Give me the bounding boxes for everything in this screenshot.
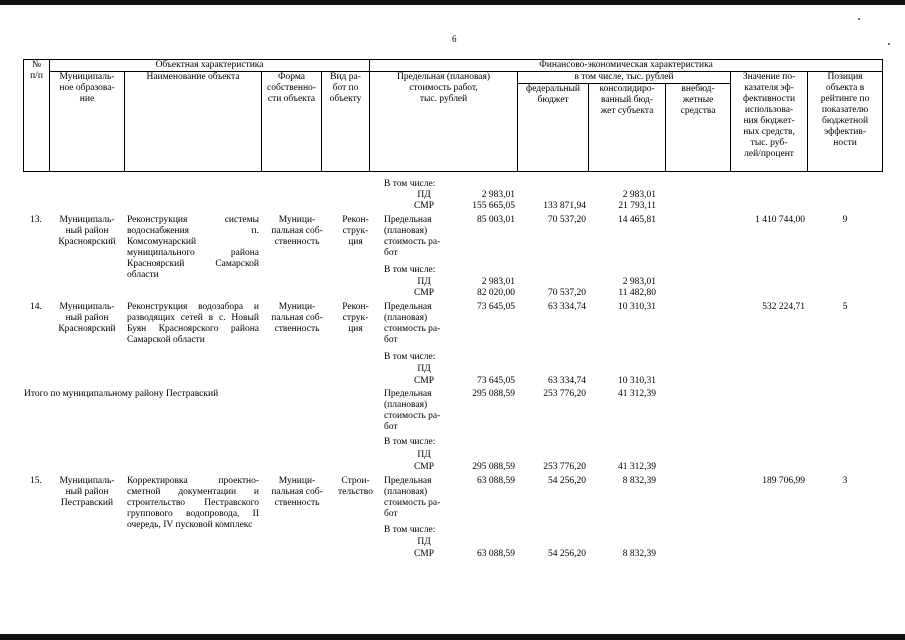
- in-that-number-label: В том числе:: [384, 437, 436, 447]
- row14-num: 14.: [30, 302, 42, 312]
- row15-planned-label: Предельная (плановая) стоимость ра- бот: [384, 476, 441, 519]
- row14-municipality: Муниципаль- ный район Красноярский: [58, 302, 116, 334]
- page-number: 6: [452, 34, 457, 44]
- in-that-number-label: В том числе:: [384, 179, 436, 189]
- bottom-border: [0, 634, 905, 640]
- subtotal-label: Итого по муниципальному району Пестравский: [24, 389, 219, 399]
- header-rank: Позиция объекта в рейтинге по показателю бюджетной эффектив- ности: [808, 72, 883, 172]
- row15-num: 15.: [30, 476, 42, 486]
- header-efficiency: Значение по- казателя эф- фективности использова- ния бюджет- ных средств, тыс. руб- лей/процент: [731, 72, 808, 172]
- row15-object-name: Корректировка проектно-сметной документации и строительство Пестравского группового водопровода, II очередь, IV пусковой комплекс: [127, 476, 259, 530]
- pd-label: ПД: [417, 450, 431, 460]
- row14-planned-label: Предельная (плановая) стоимость ра- бот: [384, 302, 441, 345]
- header-planned-cost: Предельная (плановая) стоимость работ, тыс. рублей: [370, 72, 518, 172]
- row15-total: 63 088,59: [477, 476, 515, 486]
- top-border: [0, 0, 905, 5]
- row13-num: 13.: [30, 215, 42, 225]
- row14-rank: 5: [842, 302, 848, 312]
- in-that-number-label: В том числе:: [384, 265, 436, 275]
- row14-work-type: Рекон- струк- ция: [342, 302, 369, 334]
- row13-federal: 70 537,20: [548, 215, 586, 225]
- row14-smr-consolidated: 10 310,31: [618, 376, 656, 386]
- row14-ownership: Муници- пальная соб- ственность: [271, 302, 323, 334]
- row14-federal: 63 334,74: [548, 302, 586, 312]
- pd-label: ПД: [417, 277, 431, 287]
- row13-rank: 9: [842, 215, 848, 225]
- header-municipality: Муниципаль- ное образова- ние: [50, 72, 125, 172]
- subtotal-smr-consolidated: 41 312,39: [618, 462, 656, 472]
- in-that-number-label: В том числе:: [384, 525, 436, 535]
- pd-label: ПД: [417, 190, 431, 200]
- row14-total: 73 645,05: [477, 302, 515, 312]
- header-ownership: Форма собственно- сти объекта: [262, 72, 322, 172]
- smr-label: СМР: [413, 462, 435, 472]
- row15-municipality: Муниципаль- ный район Пестравский: [59, 476, 115, 508]
- row15-smr-federal: 54 256,20: [548, 549, 586, 559]
- row14-efficiency: 532 224,71: [762, 302, 805, 312]
- scan-speck: [888, 43, 890, 45]
- row13-efficiency: 1 410 744,00: [755, 215, 805, 225]
- subtotal-planned-label: Предельная (плановая) стоимость ра- бот: [384, 389, 441, 432]
- row15-efficiency: 189 706,99: [762, 476, 805, 486]
- header-object-group: Объектная характеристика: [50, 60, 370, 72]
- row13-smr-federal: 70 537,20: [548, 288, 586, 298]
- smr-label: СМР: [413, 549, 435, 559]
- row15-ownership: Муници- пальная соб- ственность: [271, 476, 323, 508]
- subtotal-consolidated: 41 312,39: [618, 389, 656, 399]
- row15-federal: 54 256,20: [548, 476, 586, 486]
- carry-smr-federal: 133 871,94: [543, 201, 586, 211]
- carry-smr-total: 155 665,05: [472, 201, 515, 211]
- row14-smr-federal: 63 334,74: [548, 376, 586, 386]
- row15-rank: 3: [842, 476, 848, 486]
- row13-smr-consolidated: 11 482,80: [618, 288, 656, 298]
- row13-object-name: Реконструкция системы водоснабжения п. Комсомунарский муниципального района Красноярский Самарской области: [127, 215, 259, 280]
- row15-consolidated: 8 832,39: [622, 476, 656, 486]
- row15-smr-consolidated: 8 832,39: [622, 549, 656, 559]
- row13-work-type: Рекон- струк- ция: [342, 215, 369, 247]
- row13-pd-total: 2 983,01: [481, 277, 515, 287]
- row13-smr-total: 82 020,00: [477, 288, 515, 298]
- subtotal-smr-federal: 253 776,20: [543, 462, 586, 472]
- row13-municipality: Муниципаль- ный район Красноярский: [58, 215, 116, 247]
- row14-smr-total: 73 645,05: [477, 376, 515, 386]
- in-that-number-label: В том числе:: [384, 352, 436, 362]
- row15-smr-total: 63 088,59: [477, 549, 515, 559]
- header-federal: федеральный бюджет: [518, 84, 589, 172]
- subtotal-federal: 253 776,20: [543, 389, 586, 399]
- pd-label: ПД: [417, 537, 431, 547]
- scan-speck: [858, 18, 860, 20]
- pd-label: ПД: [417, 364, 431, 374]
- header-num: № п/п: [24, 60, 50, 172]
- table-header: [23, 59, 883, 172]
- header-work-type: Вид ра- бот по объекту: [322, 72, 370, 172]
- subtotal-smr-total: 295 088,59: [472, 462, 515, 472]
- smr-label: СМР: [413, 201, 435, 211]
- header-including: в том числе, тыс. рублей: [518, 72, 731, 84]
- smr-label: СМР: [413, 376, 435, 386]
- header-extrabudget: внебюд- жетные средства: [666, 84, 731, 172]
- subtotal-total: 295 088,59: [472, 389, 515, 399]
- row13-consolidated: 14 465,81: [618, 215, 656, 225]
- row13-total: 85 003,01: [477, 215, 515, 225]
- header-consolidated: консолидиро- ванный бюд- жет субъекта: [589, 84, 666, 172]
- row14-object-name: Реконструкция водозабора и разводящих сетей в с. Новый Буян Красноярского района Самарской области: [127, 302, 259, 345]
- carry-smr-consolidated: 21 793,11: [618, 201, 656, 211]
- row13-pd-consolidated: 2 983,01: [622, 277, 656, 287]
- carry-pd-total: 2 983,01: [481, 190, 515, 200]
- row13-planned-label: Предельная (плановая) стоимость ра- бот: [384, 215, 441, 258]
- row13-ownership: Муници- пальная соб- ственность: [271, 215, 323, 247]
- row15-work-type: Строи- тельство: [338, 476, 373, 497]
- carry-pd-consolidated: 2 983,01: [622, 190, 656, 200]
- smr-label: СМР: [413, 288, 435, 298]
- header-object-name: Наименование объекта: [125, 72, 262, 172]
- header-finance-group: Финансово-экономическая характеристика: [370, 60, 883, 72]
- row14-consolidated: 10 310,31: [618, 302, 656, 312]
